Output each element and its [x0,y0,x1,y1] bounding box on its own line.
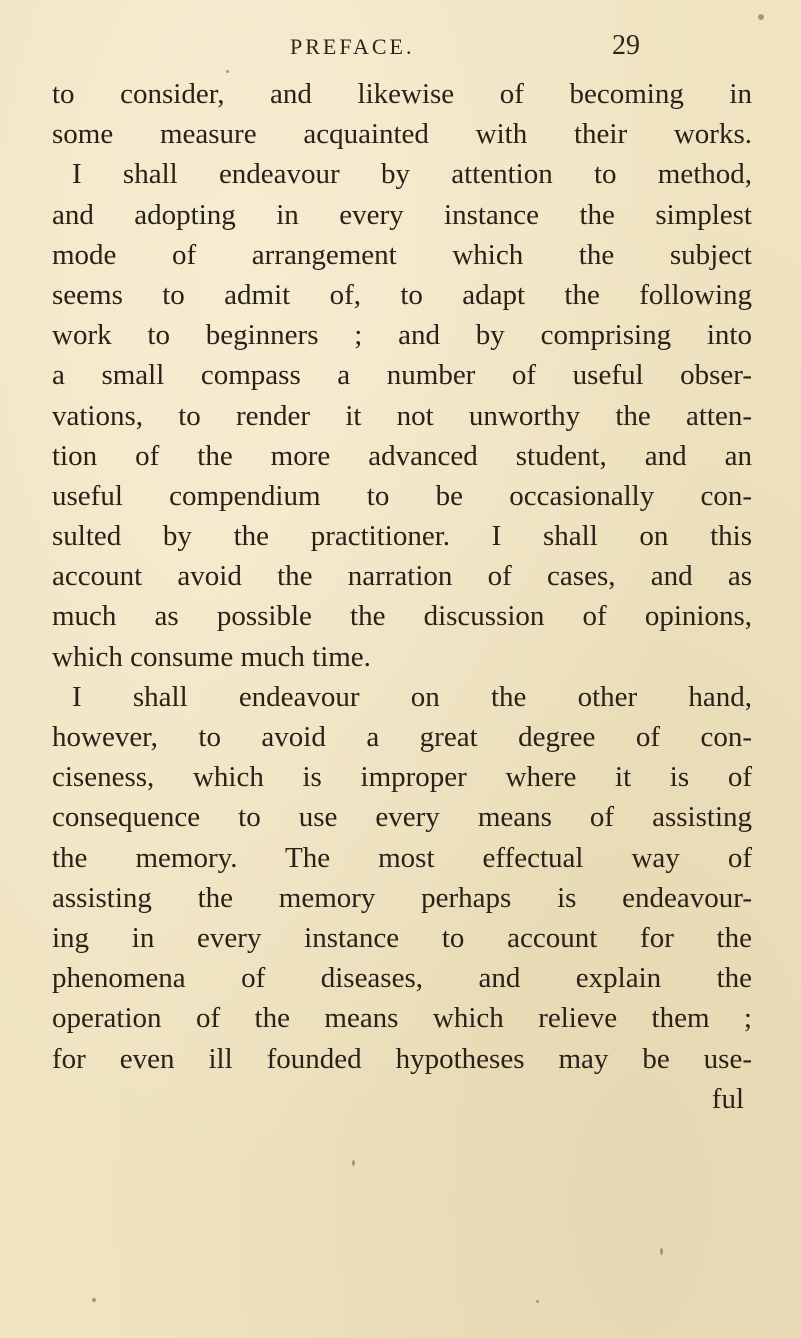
text-line: a small compass a number of useful obser- [52,359,752,392]
paper-speck [758,14,764,20]
text-line: however, to avoid a great degree of con- [52,721,752,753]
text-line: consequence to use every means of assisting [52,801,752,834]
text-line: ciseness, which is improper where it is of [52,761,752,794]
paper-speck [660,1248,663,1255]
catchword: ful [711,1082,744,1115]
text-line: and adopting in every instance the simplest [52,198,752,231]
text-line: useful compendium to be occasionally con- [52,479,752,512]
text-line: to consider, and likewise of becoming in [52,78,752,110]
text-line: seems to admit of, to adapt the following [52,278,752,311]
text-line: the memory. The most effectual way of [52,841,752,874]
text-line: ing in every instance to account for the [52,921,752,954]
text-line: operation of the means which relieve them ; [52,1002,752,1035]
text-line: work to beginners ; and by comprising into [52,319,752,352]
text-line: assisting the memory perhaps is endeavour- [52,881,752,914]
running-title: PREFACE. [290,34,415,59]
paragraph-end-line: which consume much time. [52,640,371,673]
text-line: for even ill founded hypotheses may be use- [52,1042,752,1075]
text-line: vations, to render it not unworthy the atten- [52,399,752,432]
paragraph-start-line: I shall endeavour by attention to method, [72,158,752,191]
running-head [0,28,801,60]
text-line: sulted by the practitioner. I shall on this [52,520,752,553]
text-line: phenomena of diseases, and explain the [52,962,752,995]
text-line: account avoid the narration of cases, and as [52,560,752,593]
paragraph-start-line: I shall endeavour on the other hand, [72,680,752,713]
paper-speck [536,1300,539,1303]
body-text [52,74,752,1119]
paper-speck [352,1160,355,1166]
text-line: tion of the more advanced student, and an [52,439,752,472]
paper-speck [226,70,229,73]
text-line: mode of arrangement which the subject [52,238,752,271]
page-number: 29 [612,30,640,61]
text-line: some measure acquainted with their works. [52,118,752,151]
text-line: much as possible the discussion of opinions, [52,600,752,633]
paper-speck [92,1298,96,1302]
